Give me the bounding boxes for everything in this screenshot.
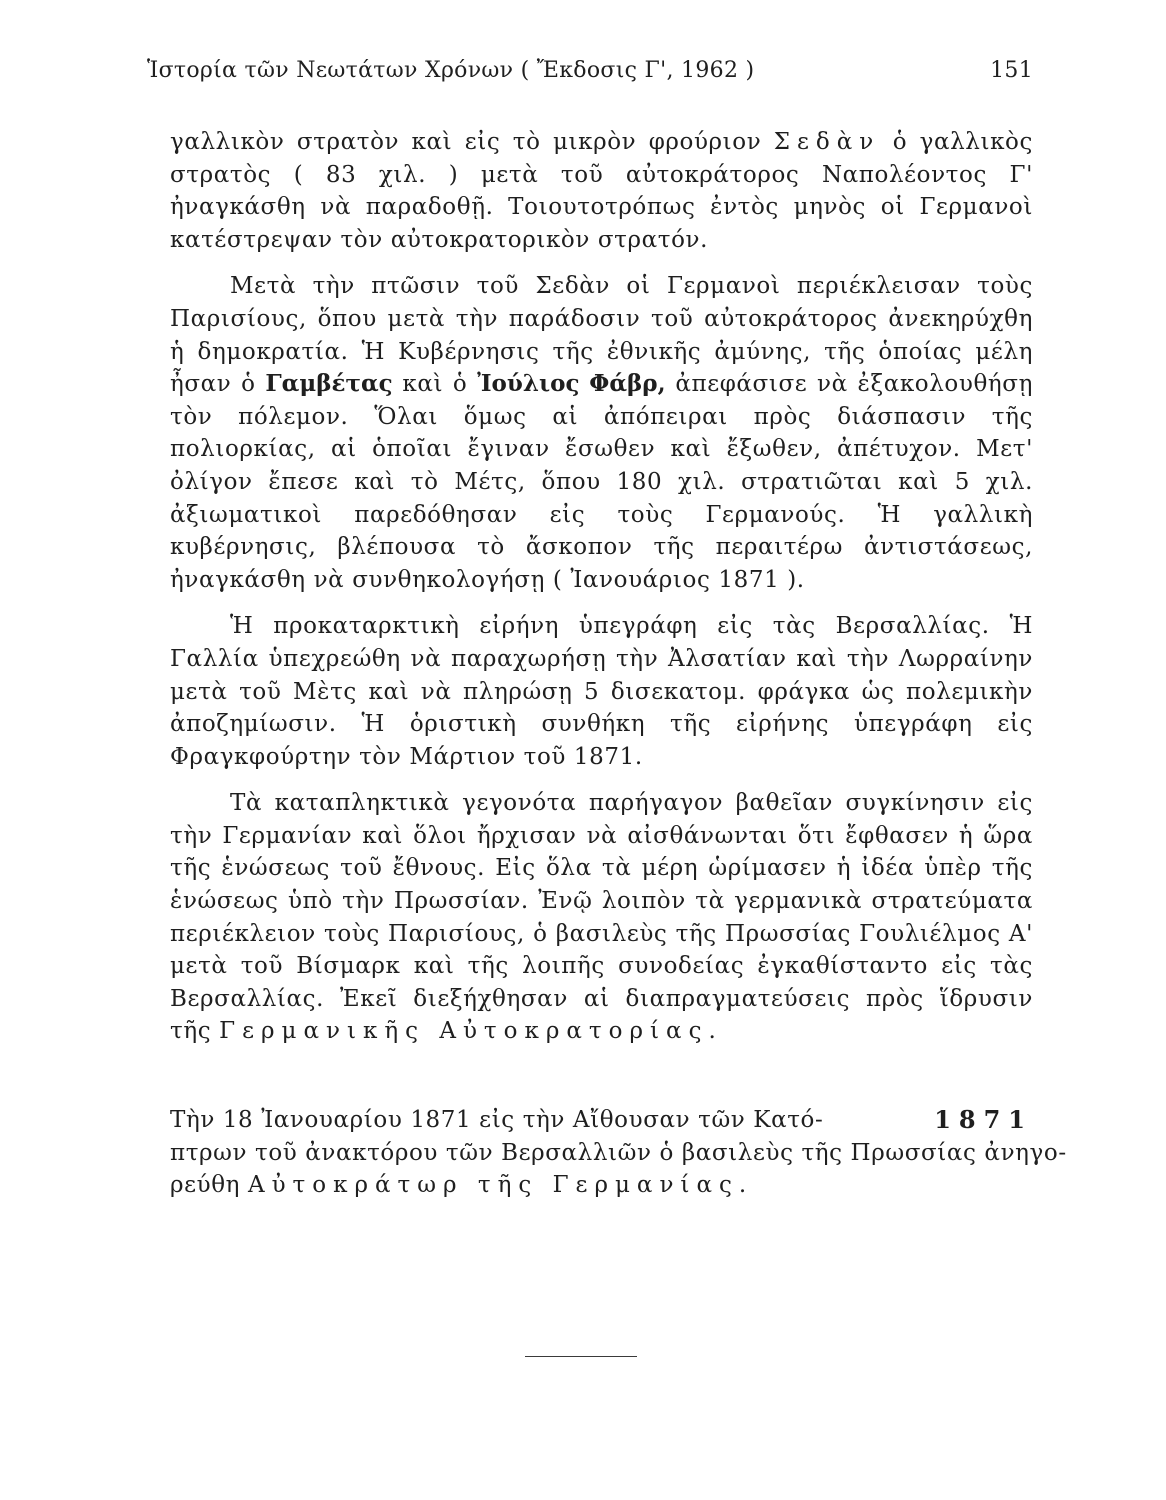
- paragraph-1: [170, 126, 1033, 256]
- body-text: [170, 126, 1033, 1048]
- paragraph-3: Ἡ προκαταρκτικὴ εἰρήνη ὑπεγράφη εἰς τὰς Βερσαλλίας. Ἡ Γαλλία ὑπεχρεώθη νὰ παραχωρήσῃ τὴν Ἀλσατίαν καὶ τὴν Λωρραίνην μετὰ τοῦ Μὲτς καὶ νὰ πληρώσῃ 5 δισεκατομ. φράγκα ὡς πολεμικὴν ἀποζημίωσιν. Ἡ ὁριστικὴ συνθήκη τῆς εἰρήνης ὑπεγράφη εἰς Φραγκφούρτην τὸν Μάρτιον τοῦ 1871.: [170, 613, 1033, 770]
- paragraph-5-line-3-text: ρεύθη: [170, 1172, 241, 1199]
- paragraph-5-line-1-text: Τὴν 18 Ἰανουαρίου 1871 εἰς τὴν Αἴθουσαν τῶν Κατό-: [170, 1107, 824, 1133]
- paragraph-2-text-b: ἀπεφάσισε νὰ ἐξακολουθήσῃ τὸν πόλεμον. Ὅλαι ὅμως αἱ ἀπόπειραι πρὸς διάσπασιν τῆς πολιορκίας, αἱ ὁποῖαι ἔγιναν ἔσωθεν καὶ ἔξωθεν, ἀπέτυχον. Μετ' ὀλίγον ἔπεσε καὶ τὸ Μέτς, ὅπου 180 χιλ. στρατιῶται καὶ 5 χιλ. ἀξιωματικοὶ παρεδόθησαν εἰς τοὺς Γερμανούς. Ἡ γαλλικὴ κυβέρνησις, βλέπουσα τὸ ἄσκοπον τῆς περαιτέρω ἀντιστάσεως, ἠναγκάσθη νὰ συνθηκολογήσῃ ( Ἰανουάριος 1871 ).: [170, 371, 1033, 593]
- paragraph-5-line-2: πτρων τοῦ ἀνακτόρου τῶν Βερσαλλιῶν ὁ βασιλεὺς τῆς Πρωσσίας ἀνηγο-: [170, 1139, 1067, 1166]
- paragraph-2-and: καὶ ὁ: [402, 371, 468, 398]
- paragraph-5-line-1: [170, 1104, 1033, 1137]
- emperor-emphasis: Αὐτοκράτωρ τῆς Γερμανίας.: [247, 1172, 754, 1199]
- german-empire-emphasis: Γερμανικῆς Αὐτοκρατορίας.: [219, 1018, 723, 1045]
- paragraph-5-line-3: [170, 1169, 1033, 1202]
- name-favre: Ἰούλιος Φάβρ,: [477, 370, 666, 398]
- paragraph-1-text: γαλλικὸν στρατὸν καὶ εἰς τὸ μικρὸν φρούριον: [170, 129, 762, 155]
- paragraph-1-rest: ὁ γαλλικὸς στρατὸς ( 83 χιλ. ) μετὰ τοῦ αὐτοκράτορος Ναπολέοντος Γ' ἠναγκάσθη νὰ παραδοθῇ. Τοιουτοτρόπως ἐντὸς μηνὸς οἱ Γερμανοὶ κατέστρεψαν τὸν αὐτοκρατορικὸν στρατόν.: [170, 129, 1033, 253]
- paragraph-2-text-a: Μετὰ τὴν πτῶσιν τοῦ Σεδὰν οἱ Γερμανοὶ περιέκλεισαν τοὺς Παρισίους, ὅπου μετὰ τὴν παράδοσιν τοῦ αὐτοκράτορος ἀνεκηρύχθη ἡ δημοκρατία. Ἡ Κυβέρνησις τῆς ἐθνικῆς ἀμύνης, τῆς ὁποίας μέλη ἦσαν ὁ: [170, 273, 1033, 398]
- paragraph-4: [170, 787, 1033, 1048]
- margin-year: 1871: [934, 1105, 1033, 1134]
- header-title: Ἱστορία τῶν Νεωτάτων Χρόνων ( Ἔκδοσις Γ', 1962 ): [147, 58, 755, 83]
- footer-rule: [525, 1356, 637, 1357]
- name-gambetta: Γαμβέτας: [265, 370, 393, 398]
- paragraph-4-text: Τὰ καταπληκτικὰ γεγονότα παρήγαγον βαθεῖαν συγκίνησιν εἰς τὴν Γερμανίαν καὶ ὅλοι ἤρχισαν νὰ αἰσθάνωνται ὅτι ἔφθασεν ἡ ὥρα τῆς ἑνώσεως τοῦ ἔθνους. Εἰς ὅλα τὰ μέρη ὡρίμασεν ἡ ἰδέα ὑπὲρ τῆς ἑνώσεως ὑπὸ τὴν Πρωσσίαν. Ἐνῷ λοιπὸν τὰ γερμανικὰ στρατεύματα περιέκλειον τοὺς Παρισίους, ὁ βασιλεὺς τῆς Πρωσσίας Γουλιέλμος Α' μετὰ τοῦ Βίσμαρκ καὶ τῆς λοιπῆς συνοδείας ἐγκαθίσταντο εἰς τὰς Βερσαλλίας. Ἐκεῖ διεξήχθησαν αἱ διαπραγματεύσεις πρὸς ἵδρυσιν τῆς: [170, 790, 1033, 1045]
- paragraph-2: [170, 270, 1033, 596]
- page-number: 151: [990, 58, 1033, 83]
- paragraph-5: [170, 1104, 1067, 1202]
- sedan-emphasis: Σεδὰν: [773, 129, 881, 155]
- running-header: [147, 58, 1033, 90]
